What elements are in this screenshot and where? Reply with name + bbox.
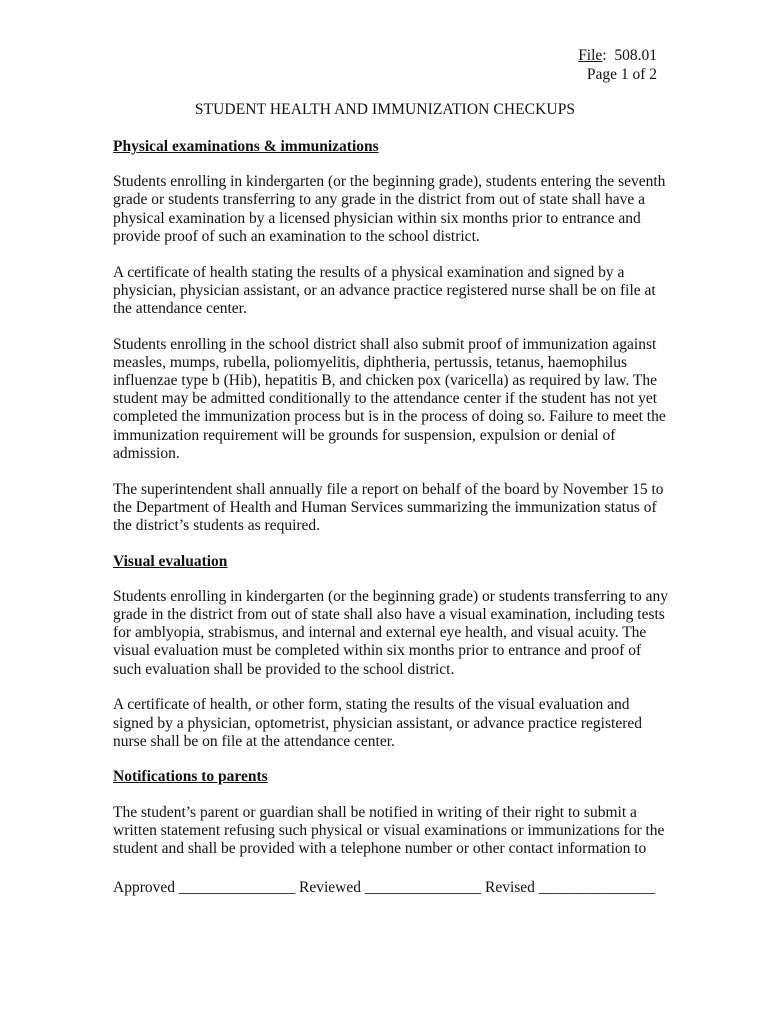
- text-line: completed the immunization process but is in the process of doing so. Failure to meet the: [113, 408, 666, 426]
- reviewed-label: Reviewed: [299, 879, 361, 896]
- paragraph: [113, 803, 665, 859]
- text-line: The superintendent shall annually file a report on behalf of the board by November 15 to: [113, 480, 664, 498]
- text-line: student may be admitted conditionally to the attendance center if the student has not yet: [113, 390, 658, 408]
- text-line: visual evaluation must be completed within six months prior to entrance and proof of: [113, 642, 642, 660]
- text-line: Students enrolling in the school district shall also submit proof of immunization against: [113, 335, 657, 353]
- paragraph: [113, 587, 668, 679]
- document-body: [113, 138, 668, 876]
- text-line: the district’s students as required.: [113, 516, 321, 534]
- paragraph: [113, 335, 666, 463]
- text-line: the Department of Health and Human Services summarizing the immunization status of: [113, 498, 657, 516]
- file-number: 508.01: [614, 47, 657, 64]
- section-heading-physical-exams: Physical examinations & immunizations: [113, 138, 379, 155]
- paragraph: [113, 173, 666, 246]
- text-line: immunization requirement will be grounds for suspension, expulsion or denial of: [113, 426, 616, 444]
- approved-label: Approved: [113, 879, 175, 896]
- text-line: A certificate of health, or other form, stating the results of the visual evaluation and: [113, 696, 630, 714]
- paragraph: [113, 264, 658, 319]
- text-line: such evaluation shall be provided to the school district.: [113, 660, 455, 678]
- text-line: A certificate of health stating the results of a physical examination and signed by a: [113, 263, 625, 281]
- text-line: grade or students transferring to any grade in the district from out of state shall have a: [113, 191, 646, 209]
- file-number-line: File: 508.01: [578, 47, 657, 64]
- text-line: admission.: [113, 444, 180, 462]
- text-line: the attendance center.: [113, 299, 247, 317]
- text-line: student and shall be provided with a telephone number or other contact information to: [113, 840, 647, 858]
- text-line: physician, physician assistant, or an advance practice registered nurse shall be on file at: [113, 281, 656, 299]
- revised-blank[interactable]: _______________: [538, 879, 656, 896]
- section-heading-notifications: Notifications to parents: [113, 768, 268, 786]
- text-line: measles, mumps, rubella, poliomyelitis, diphtheria, pertussis, tetanus, haemophilus: [113, 353, 628, 371]
- text-line: The student’s parent or guardian shall be notified in writing of their right to submit a: [113, 803, 637, 821]
- text-line: signed by a physician, optometrist, physician assistant, or advance practice registered: [113, 714, 642, 732]
- approved-blank[interactable]: _______________: [178, 879, 296, 896]
- revised-label: Revised: [484, 879, 535, 896]
- document-title: STUDENT HEALTH AND IMMUNIZATION CHECKUPS: [194, 101, 576, 118]
- paragraph: [113, 696, 658, 751]
- approval-line: [113, 879, 655, 897]
- text-line: Students enrolling in kindergarten (or the beginning grade) or students transferring to any: [113, 587, 668, 605]
- file-label: File: [578, 47, 603, 64]
- text-line: for amblyopia, strabismus, and internal and external eye health, and visual acuity. The: [113, 624, 647, 642]
- section-heading-visual-evaluation: Visual evaluation: [113, 552, 228, 570]
- text-line: nurse shall be on file at the attendance center.: [113, 732, 395, 750]
- text-line: influenzae type b (Hib), hepatitis B, and chicken pox (varicella) as required by law. The: [113, 372, 658, 390]
- page-indicator: Page 1 of 2: [586, 66, 657, 83]
- text-line: provide proof of such an examination to the school district.: [113, 227, 480, 245]
- reviewed-blank[interactable]: _______________: [364, 879, 482, 896]
- text-line: Students enrolling in kindergarten (or the beginning grade), students entering the seventh: [113, 173, 666, 191]
- text-line: physical examination by a licensed physician within six months prior to entrance and: [113, 209, 641, 227]
- text-line: grade in the district from out of state shall also have a visual examination, including tests: [113, 606, 665, 624]
- file-info: [578, 46, 657, 84]
- paragraph: [113, 480, 664, 536]
- text-line: written statement refusing such physical or visual examinations or immunizations for the: [113, 821, 665, 839]
